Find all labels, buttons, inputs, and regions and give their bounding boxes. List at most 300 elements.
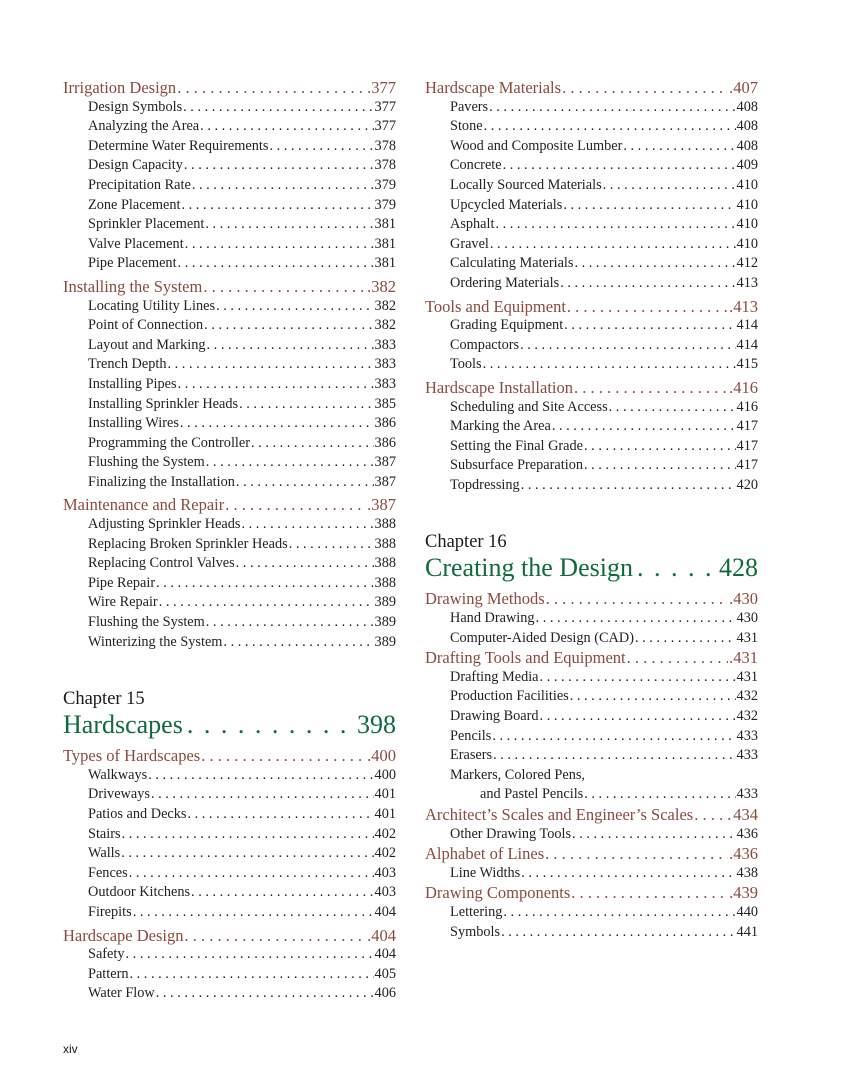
leader-dots [627,648,728,668]
toc-item-page: 389 [374,614,396,631]
toc-section-heading[interactable] [63,495,396,515]
toc-item[interactable] [425,137,758,157]
toc-item[interactable] [425,864,758,884]
toc-item[interactable] [63,515,396,535]
toc-item-title: Outdoor Kitchens [88,884,191,901]
toc-section-heading-title: Drawing Methods [425,589,545,609]
toc-item-title: Subsurface Preparation [450,457,583,474]
toc-section-heading[interactable] [63,277,396,297]
toc-item[interactable] [63,574,396,594]
toc-item[interactable] [63,593,396,613]
toc-item-page: 403 [374,864,396,881]
toc-item[interactable] [63,336,396,356]
toc-item-title: Wood and Composite Lumber [450,137,623,154]
toc-item-page: 404 [374,903,396,920]
toc-section-heading[interactable] [63,926,396,946]
toc-item-page: 378 [374,137,396,154]
toc-item[interactable] [425,156,758,176]
toc-item-title: Winterizing the System [88,633,223,650]
toc-item-title: Symbols [450,923,501,940]
toc-item-page: 410 [736,196,758,213]
leader-dots [536,609,736,629]
toc-section-heading-title: Hardscape Design [63,925,184,945]
toc-section-drafting-tools [425,648,758,805]
leader-dots [178,254,374,274]
toc-item-page: 431 [736,668,758,685]
toc-item-title: Replacing Control Valves [88,555,235,572]
leader-dots [483,355,736,375]
toc-item[interactable] [63,196,396,216]
toc-item-title: Design Capacity [88,157,183,174]
leader-dots [493,746,735,766]
toc-item-title: Zone Placement [88,196,181,213]
toc-section-heading-title: Hardscape Materials [425,78,562,97]
toc-item[interactable] [63,633,396,653]
toc-section-alphabet [425,844,758,883]
toc-item-page: 381 [374,255,396,272]
toc-item-page: 412 [736,255,758,272]
toc-section-heading[interactable] [425,883,758,903]
leader-dots [239,395,373,415]
toc-item[interactable] [63,453,396,473]
toc-item-page: 383 [374,336,396,353]
toc-section-heading-page: .413 [729,296,758,316]
toc-item[interactable] [425,476,758,496]
toc-item-title: Walls [88,845,121,862]
leader-dots [121,844,373,864]
leader-dots [187,805,373,825]
toc-item-title: Calculating Materials [450,255,574,272]
leader-dots [205,215,373,235]
toc-item[interactable] [63,117,396,137]
toc-item[interactable] [63,156,396,176]
leader-dots [187,710,353,740]
leader-dots [223,633,373,653]
toc-item[interactable] [425,215,758,235]
toc-item-title: Stairs [88,825,121,842]
leader-dots [182,196,374,216]
leader-dots [694,805,732,825]
toc-item[interactable] [425,98,758,118]
toc-item[interactable] [425,456,758,476]
toc-section-heading-title: Drafting Tools and Equipment [425,648,626,668]
toc-item-page: 433 [736,727,758,744]
toc-item-title: Setting the Final Grade [450,437,584,454]
toc-item-page: 415 [736,356,758,373]
toc-item[interactable] [63,355,396,375]
toc-section-heading[interactable] [63,78,396,98]
toc-item[interactable] [425,196,758,216]
toc-section-heading-page: .416 [729,377,758,397]
toc-item-page: 381 [374,235,396,252]
toc-item-page: 408 [736,98,758,115]
toc-item-page: 387 [374,454,396,471]
toc-right-sections [425,78,758,495]
leader-dots [236,554,374,574]
toc-item[interactable] [425,629,758,649]
leader-dots [201,746,366,766]
toc-section-scales [425,805,758,844]
leader-dots [133,903,374,923]
toc-item[interactable] [63,414,396,434]
toc-section-heading-page: 434 [733,805,758,824]
leader-dots [574,378,728,398]
toc-item[interactable] [425,274,758,294]
toc-item[interactable] [425,746,758,766]
leader-dots [206,613,374,633]
leader-dots [269,137,373,157]
toc-item-page: 408 [736,137,758,154]
toc-item-title: Topdressing [450,476,520,493]
toc-item-page: 379 [374,196,396,213]
toc-item[interactable] [425,417,758,437]
toc-item[interactable] [63,297,396,317]
leader-dots [168,355,374,375]
toc-item[interactable] [63,176,396,196]
toc-item-page: 379 [374,176,396,193]
toc-item-title: Erasers [450,747,493,764]
toc-section-components [425,883,758,942]
leader-dots [489,98,735,118]
toc-item-title: Design Symbols [88,98,183,115]
toc-item[interactable] [63,395,396,415]
toc-item-title: Valve Placement [88,235,184,252]
toc-item-page: 383 [374,375,396,392]
leader-dots [563,196,735,216]
page-number: xiv [63,1042,78,1056]
toc-item[interactable] [425,825,758,845]
leader-dots [584,456,736,476]
leader-dots [552,417,736,437]
leader-dots [584,437,736,457]
toc-item-page: 436 [736,825,758,842]
toc-item-page: 417 [736,437,758,454]
toc-item-title: Fences [88,864,128,881]
toc-item-markers-line2: and Pastel Pencils [480,786,584,803]
leader-dots [546,589,729,609]
toc-section-heading[interactable] [425,378,758,398]
toc-item-page: 441 [736,923,758,940]
toc-item-page: 385 [374,395,396,412]
toc-section-heading-title: Drawing Components [425,883,571,903]
toc-item-page: 430 [736,610,758,627]
leader-dots [635,629,736,649]
chapter-title-text: Hardscapes [63,710,183,740]
toc-item[interactable] [425,687,758,707]
leader-dots [251,434,374,454]
leader-dots [129,864,374,884]
toc-item[interactable] [63,316,396,336]
chapter-title[interactable] [425,553,758,583]
leader-dots [495,215,735,235]
toc-item-page: 389 [374,594,396,611]
toc-item-page: 414 [736,317,758,334]
toc-item[interactable] [63,137,396,157]
leader-dots [225,495,366,515]
leader-dots [484,117,736,137]
leader-dots [200,117,373,137]
toc-item-title: Finalizing the Installation [88,473,235,490]
toc-item-title: Water Flow [88,985,155,1002]
leader-dots [241,515,373,535]
toc-item-title: Pattern [88,965,129,982]
toc-item-title: Marking the Area [450,418,551,435]
leader-dots [216,297,373,317]
toc-item-markers-line1: Markers, Colored Pens, [450,766,586,783]
toc-item[interactable] [63,965,396,985]
toc-item[interactable] [63,766,396,786]
toc-item-markers[interactable] [425,766,758,805]
toc-item-title: Analyzing the Area [88,118,200,135]
leader-dots [148,766,373,786]
toc-item-page: 401 [374,806,396,822]
chapter-title[interactable] [63,710,396,740]
leader-dots [545,844,728,864]
toc-item-page: 389 [374,633,396,650]
toc-item[interactable] [425,707,758,727]
leader-dots [204,316,373,336]
toc-section-heading-title: Hardscape Installation [425,377,573,397]
toc-chapter-15-sections [63,746,396,1004]
toc-item-title: Installing Pipes [88,375,177,392]
leader-dots [637,553,715,583]
toc-item-page: 388 [374,555,396,572]
toc-item[interactable] [425,398,758,418]
toc-section-heading-title: Alphabet of Lines [425,844,545,864]
leader-dots [180,414,374,434]
leader-dots [156,574,373,594]
leader-dots [206,453,374,473]
toc-section-heading-page: .404 [367,925,396,945]
toc-item-title: Safety [88,946,125,963]
toc-item-title: Walkways [88,766,148,783]
toc-item-title: Locally Sourced Materials [450,176,602,193]
toc-item-page: 402 [374,825,396,842]
toc-item-title: Installing Wires [88,415,179,432]
toc-item-page: 410 [736,235,758,252]
toc-item[interactable] [425,336,758,356]
leader-dots [185,235,374,255]
toc-item-page: 402 [374,845,396,862]
toc-item[interactable] [63,945,396,965]
toc-item-page: 377 [374,118,396,135]
toc-section-heading[interactable] [63,746,396,766]
toc-item-page: 378 [374,157,396,174]
leader-dots [191,883,374,903]
toc-item-title: Lettering [450,903,503,920]
toc-item-title: Pipe Repair [88,574,156,591]
chapter-label: Chapter 16 [425,532,507,553]
toc-item[interactable] [63,215,396,235]
toc-item[interactable] [63,883,396,903]
toc-section-heading[interactable] [425,589,758,609]
toc-section-heading-page: .407 [729,78,758,97]
toc-item[interactable] [425,176,758,196]
toc-item[interactable] [63,535,396,555]
toc-item[interactable] [63,254,396,274]
toc-item[interactable] [425,668,758,688]
leader-dots [126,945,374,965]
chapter-title-text: Creating the Design [425,553,633,583]
toc-item-title: Pipe Placement [88,255,177,272]
leader-dots [609,398,736,418]
toc-item[interactable] [63,805,396,825]
toc-item[interactable] [63,613,396,633]
toc-section-heading[interactable] [425,78,758,98]
toc-item-title: Point of Connection [88,317,204,334]
toc-item-title: Precipitation Rate [88,176,191,193]
toc-item-page: 381 [374,216,396,233]
toc-item[interactable] [63,785,396,805]
toc-item[interactable] [63,984,396,1004]
toc-item-page: 409 [736,157,758,174]
toc-section-heading[interactable] [425,844,758,864]
toc-section-heading-title: Tools and Equipment [425,296,566,316]
toc-section-heading[interactable] [425,297,758,317]
leader-dots [151,785,374,805]
toc-item[interactable] [425,903,758,923]
toc-item[interactable] [63,375,396,395]
leader-dots [490,235,736,255]
toc-section-heading-title: Irrigation Design [63,78,177,97]
toc-item-page: 414 [736,336,758,353]
chapter-page: 428 [719,553,758,583]
toc-item[interactable] [63,903,396,923]
toc-item-page: 413 [736,274,758,291]
toc-item-page: 433 [736,786,758,803]
leader-dots [520,336,735,356]
toc-item-page: 377 [374,98,396,115]
leader-dots [584,785,735,805]
toc-item[interactable] [63,235,396,255]
toc-item-title: Trench Depth [88,356,167,373]
toc-item-page: 383 [374,356,396,373]
toc-item[interactable] [425,355,758,375]
toc-item-title: Stone [450,118,483,135]
leader-dots [156,984,374,1004]
toc-section-heading-title: Maintenance and Repair [63,495,225,515]
toc-left-sections [63,78,396,652]
toc-item[interactable] [63,864,396,884]
leader-dots [203,277,366,297]
toc-item-title: Sprinkler Placement [88,216,205,233]
chapter-page: 398 [357,710,396,740]
leader-dots [501,923,735,943]
toc-item-page: 386 [374,434,396,451]
toc-item[interactable] [63,98,396,118]
toc-item[interactable] [425,117,758,137]
chapter-16 [425,531,758,942]
toc-item-page: 417 [736,418,758,435]
toc-item-title: Tools [450,356,482,373]
toc-item-title: Line Widths [450,864,521,881]
toc-item-title: Locating Utility Lines [88,297,216,314]
toc-item-title: Driveways [88,786,150,803]
toc-item[interactable] [425,235,758,255]
toc-item[interactable] [425,609,758,629]
leader-dots [122,825,374,845]
toc-item-title: Drawing Board [450,708,539,725]
toc-item-title: Production Facilities [450,688,569,705]
leader-dots [521,476,736,496]
toc-item-title: Drafting Media [450,668,539,685]
leader-dots [623,137,735,157]
toc-item-page: 438 [736,864,758,881]
toc-item[interactable] [425,437,758,457]
left-column [63,78,396,1004]
toc-item-title: Flushing the System [88,454,205,471]
right-column [425,78,758,942]
toc-section-heading-page: .382 [367,276,396,296]
leader-dots [130,965,374,985]
toc-item-title: Layout and Marking [88,336,206,353]
leader-dots [183,98,373,118]
toc-item-page: 382 [374,317,396,334]
toc-item[interactable] [425,316,758,336]
leader-dots [236,473,374,493]
toc-item-page: 404 [374,946,396,963]
toc-item-title: Pavers [450,98,489,115]
toc-item-page: 410 [736,216,758,233]
toc-section-heading-page: .400 [367,746,396,766]
toc-item-title: Gravel [450,235,489,252]
toc-item[interactable] [425,923,758,943]
leader-dots [564,316,735,336]
toc-item[interactable] [63,825,396,845]
toc-item-title: Installing Sprinkler Heads [88,395,239,412]
leader-dots [574,254,735,274]
toc-item-page: 432 [736,708,758,725]
toc-item-page: 403 [374,884,396,901]
chapter-15 [63,688,396,1004]
toc-item[interactable] [63,554,396,574]
chapter-label: Chapter 15 [63,689,145,710]
toc-section-heading[interactable] [425,805,758,825]
toc-item-title: Compactors [450,336,520,353]
toc-item-title: Pencils [450,727,492,744]
toc-item-page: 417 [736,457,758,474]
toc-item[interactable] [63,473,396,493]
leader-dots [159,593,374,613]
leader-dots [178,375,374,395]
toc-item[interactable] [63,844,396,864]
toc-item-title: Upcycled Materials [450,196,563,213]
leader-dots [503,156,736,176]
toc-item-page: 433 [736,747,758,764]
toc-item-title: Replacing Broken Sprinkler Heads [88,535,288,552]
toc-section-heading-page: .377 [367,78,396,97]
leader-dots [540,668,736,688]
leader-dots [289,535,374,555]
toc-item-title: Hand Drawing [450,610,535,627]
toc-section-heading-page: .387 [367,495,396,515]
toc-item-title: Asphalt [450,216,495,233]
toc-item[interactable] [425,727,758,747]
toc-item-page: 416 [736,398,758,415]
leader-dots [562,78,728,98]
toc-item[interactable] [425,254,758,274]
toc-item-page: 406 [374,985,396,1002]
leader-dots [492,727,735,747]
toc-section-heading[interactable] [425,648,758,668]
leader-dots [192,176,374,196]
toc-item-title: Scheduling and Site Access [450,398,608,415]
leader-dots [572,825,736,845]
toc-item-page: 386 [374,415,396,432]
toc-item[interactable] [63,434,396,454]
leader-dots [207,336,374,356]
toc-section-heading-page: .430 [729,589,758,609]
